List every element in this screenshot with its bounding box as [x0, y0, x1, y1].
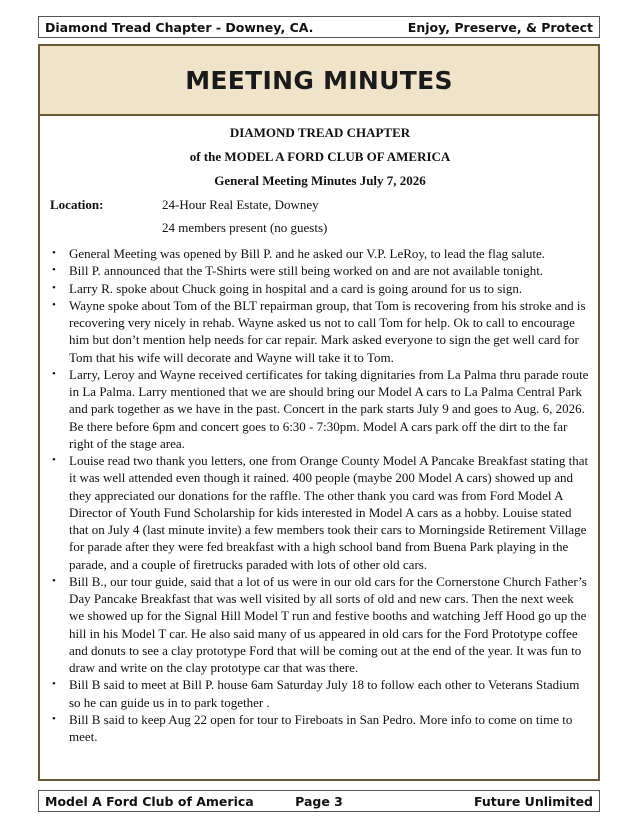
header-chapter-name: Diamond Tread Chapter - Downey, CA.	[45, 19, 314, 35]
bullet-icon: •	[52, 298, 56, 311]
list-item: • Louise read two thank you letters, one from Orange County Model A Pancake Breakfast stating that it was well attended even though it rained. 400 people (maybe 200 Model A cars) showed up and they appreciated our donations for the raffle. The other thank you card was from Ford Model A Director of Youth Fund Scholarship for kids interested in Model A cars as a hobby. Louise stated that on July 4 (last minute invite) a few members took their cars to Morningside Retirement Village for parade after they were fed breakfast with a high school band from Buena Park playing in the parade, and a couple of firetrucks paraded with lots of other old cars.	[52, 453, 589, 572]
footer-club-name: Model A Ford Club of America	[45, 793, 254, 809]
footer-tagline: Future Unlimited	[473, 793, 593, 809]
list-item: • Bill B said to keep Aug 22 open for tour to Fireboats in San Pedro. More info to come on time to meet.	[52, 711, 573, 744]
list-item: • Bill B said to meet at Bill P. house 6am Saturday July 18 to follow each other to Veterans Stadium so he can guide us in to park together .	[52, 677, 580, 710]
meeting-date-heading: General Meeting Minutes July 7, 2026	[214, 173, 426, 188]
page-header	[38, 16, 600, 38]
header-motto: Enjoy, Preserve, & Protect	[407, 19, 593, 35]
page-title: MEETING MINUTES	[185, 65, 453, 95]
minutes-frame	[38, 44, 600, 781]
list-item: • Larry R. spoke about Chuck going in hospital and a card is going around for us to sign.	[52, 280, 523, 296]
bullet-icon: •	[52, 678, 56, 691]
list-item: • Bill P. announced that the T-Shirts were still being worked on and are not available tonight.	[52, 263, 544, 279]
location-value: 24-Hour Real Estate, Downey	[162, 197, 319, 212]
bullet-icon: •	[52, 247, 56, 259]
minutes-content	[50, 121, 590, 745]
page-footer	[38, 790, 600, 812]
list-item: • Wayne spoke about Tom of the BLT repairman group, that Tom is recovering from his stroke and is recovering very nicely in rehab. Wayne asked us not to call Tom for help. Ok to call to encourage him but don’t mention help needs for car repair. Mark asked everyone to sign the get well card for Tom that his wife will decorate and Wayne will take it to Tom.	[52, 297, 586, 365]
list-item: • Bill B., our tour guide, said that a lot of us were in our old cars for the Cornerstone Church Father’s Day Pancake Breakfast that was well visited by all sorts of old and new cars. Then the next week we showed up for the Signal Hill Model T run and festive booths and watching Jeff Hood go up the hill in his Model T car. He also said many of us appeared in old cars for the Ford Prototype coffee and donuts to see a clay prototype Ford that will be coming out at the end of the year. It was fun to draw and write on the clay prototype car that was there.	[52, 573, 587, 675]
location-label: Location:	[50, 197, 104, 212]
list-item: • General Meeting was opened by Bill P. and he asked our V.P. LeRoy, to lead the flag salute.	[52, 246, 545, 261]
chapter-heading: DIAMOND TREAD CHAPTER	[229, 125, 411, 140]
location-row	[50, 195, 590, 215]
bullet-icon: •	[52, 264, 56, 277]
title-banner	[40, 46, 598, 116]
bullet-icon: •	[52, 574, 56, 587]
minutes-list	[50, 245, 590, 745]
bullet-icon: •	[52, 281, 56, 294]
bullet-icon: •	[52, 712, 56, 725]
club-heading: of the MODEL A FORD CLUB OF AMERICA	[189, 149, 451, 164]
list-item: • Larry, Leroy and Wayne received certificates for taking dignitaries from La Palma thru parade route in La Palma. Larry mentioned that we are should bring our Model A cars to La Palma Central Park and park together as we have in the past. Concert in the park starts July 9 and goes to Aug. 6, 2026. Be there before 6pm and concert goes to 6:30 - 7:30pm. Model A cars park off the dirt to the far right of the stage area.	[52, 366, 589, 451]
bullet-icon: •	[52, 367, 56, 380]
bullet-icon: •	[52, 454, 56, 466]
attendance-text: 24 members present (no guests)	[162, 220, 328, 235]
page-number: Page 3	[295, 793, 343, 809]
